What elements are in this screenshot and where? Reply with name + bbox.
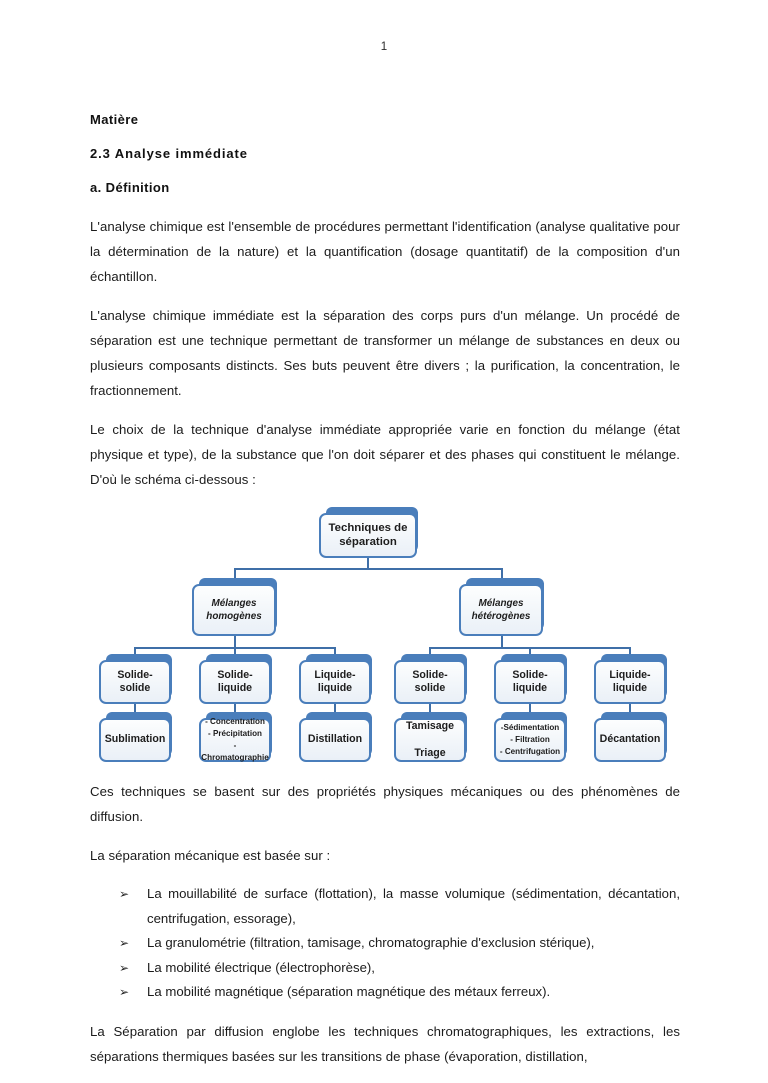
node-surface — [199, 718, 271, 762]
node-label: Solide- solide — [117, 668, 153, 694]
list-item — [119, 956, 680, 981]
mechanical-separation-list — [90, 882, 680, 1005]
diagram-node-distillation[interactable] — [299, 718, 371, 762]
separation-techniques-diagram — [88, 505, 678, 767]
node-label: Solide- solide — [412, 668, 448, 694]
node-surface — [99, 660, 171, 704]
node-label: Solide- liquide — [512, 668, 548, 694]
heading-matiere: Matière — [90, 112, 139, 127]
node-label: Solide- liquide — [217, 668, 253, 694]
heading-subsection: a. Définition — [90, 180, 170, 195]
list-item — [119, 931, 680, 956]
diagram-node-tamisage-triage[interactable] — [394, 718, 466, 762]
diagram-node-homogene-liquide-liquide[interactable] — [299, 660, 371, 704]
arrow-bullet-icon: ➢ — [119, 960, 130, 975]
node-label: Mélanges hétérogènes — [471, 598, 531, 622]
paragraph-separation-diffusion: La Séparation par diffusion englobe les techniques chromatographiques, les extractions, les séparations thermiques basées sur les transitions de phase (évaporation, distillation, — [90, 1023, 680, 1064]
node-label: Liquide- liquide — [609, 668, 651, 694]
diagram-node-techniques-de-separation[interactable] — [319, 513, 417, 558]
node-surface — [299, 718, 371, 762]
diagram-node-heterogene-liquide-liquide[interactable] — [594, 660, 666, 704]
node-label: Liquide- liquide — [314, 668, 356, 694]
node-label: Techniques de séparation — [328, 522, 408, 548]
document-body — [90, 112, 680, 1083]
node-label: -Sédimentation - Filtration - Centrifugation — [499, 722, 561, 757]
node-surface — [319, 513, 417, 558]
heading-section: 2.3 Analyse immédiate — [90, 146, 248, 161]
node-surface — [594, 718, 666, 762]
diagram-node-melanges-heterogenes[interactable] — [459, 584, 543, 636]
node-surface — [192, 584, 276, 636]
node-label: Mélanges homogènes — [206, 598, 262, 622]
node-surface — [594, 660, 666, 704]
node-label: - Concentration - Précipitation -Chromatographie — [201, 716, 269, 763]
diagram-node-sublimation[interactable] — [99, 718, 171, 762]
connector-level2-bus — [234, 568, 502, 570]
node-label: Décantation — [599, 733, 661, 746]
node-label: Tamisage Triage — [405, 719, 455, 759]
diagram-node-decantation[interactable] — [594, 718, 666, 762]
paragraph-choix-technique: Le choix de la technique d'analyse immédiate appropriée varie en fonction du mélange (état physique et type), de la substance que l'on doit séparer et des phases qui constituent le mélange. D'où le schéma ci-dessous : — [90, 422, 680, 487]
diagram-node-melanges-homogenes[interactable] — [192, 584, 276, 636]
node-surface — [299, 660, 371, 704]
paragraph-separation-mecanique: La séparation mécanique est basée sur : — [90, 848, 331, 863]
list-item — [119, 882, 680, 931]
paragraph-definition: L'analyse chimique est l'ensemble de procédures permettant l'identification (analyse qualitative pour la détermination de la nature) et la quantification (dosage quantitatif) de la composition d'un échantillon. — [90, 219, 680, 284]
arrow-bullet-icon: ➢ — [119, 936, 130, 950]
paragraph-proprietes: Ces techniques se basent sur des propriétés physiques mécaniques ou des phénomènes de diffusion. — [90, 784, 680, 824]
list-item — [119, 980, 680, 1005]
diagram-node-heterogene-solide-liquide[interactable] — [494, 660, 566, 704]
list-item-label: La mouillabilité de surface (flottation), la masse volumique (sédimentation, décantation, centrifugation, essorage), — [147, 886, 680, 926]
diagram-node-heterogene-solide-solide[interactable] — [394, 660, 466, 704]
list-item-label: La granulométrie (filtration, tamisage, chromatographie d'exclusion stérique), — [147, 935, 595, 950]
node-surface — [394, 660, 466, 704]
list-item-label: La mobilité magnétique (séparation magnétique des métaux ferreux). — [147, 984, 551, 999]
node-surface — [494, 660, 566, 704]
node-surface — [394, 718, 466, 762]
page-number: 1 — [380, 41, 388, 53]
arrow-bullet-icon: ➢ — [119, 887, 130, 901]
list-item-label: La mobilité électrique (électrophorèse), — [147, 959, 375, 975]
node-surface — [199, 660, 271, 704]
diagram-node-concentration-precipitation-chromatographie[interactable] — [199, 718, 271, 762]
paragraph-separation: L'analyse chimique immédiate est la séparation des corps purs d'un mélange. Un procédé de séparation est une technique permettant de transformer un mélange de substances en deux ou plusieurs composants distincts. Ses buts peuvent être divers ; la purification, la concentration, le fractionnement. — [90, 308, 680, 398]
diagram-node-homogene-solide-liquide[interactable] — [199, 660, 271, 704]
node-label: Sublimation — [104, 733, 166, 746]
node-label: Distillation — [307, 733, 363, 746]
node-surface — [459, 584, 543, 636]
diagram-node-sedimentation-filtration-centrifugation[interactable] — [494, 718, 566, 762]
node-surface — [99, 718, 171, 762]
arrow-bullet-icon: ➢ — [119, 985, 130, 999]
diagram-node-homogene-solide-solide[interactable] — [99, 660, 171, 704]
node-surface — [494, 718, 566, 762]
